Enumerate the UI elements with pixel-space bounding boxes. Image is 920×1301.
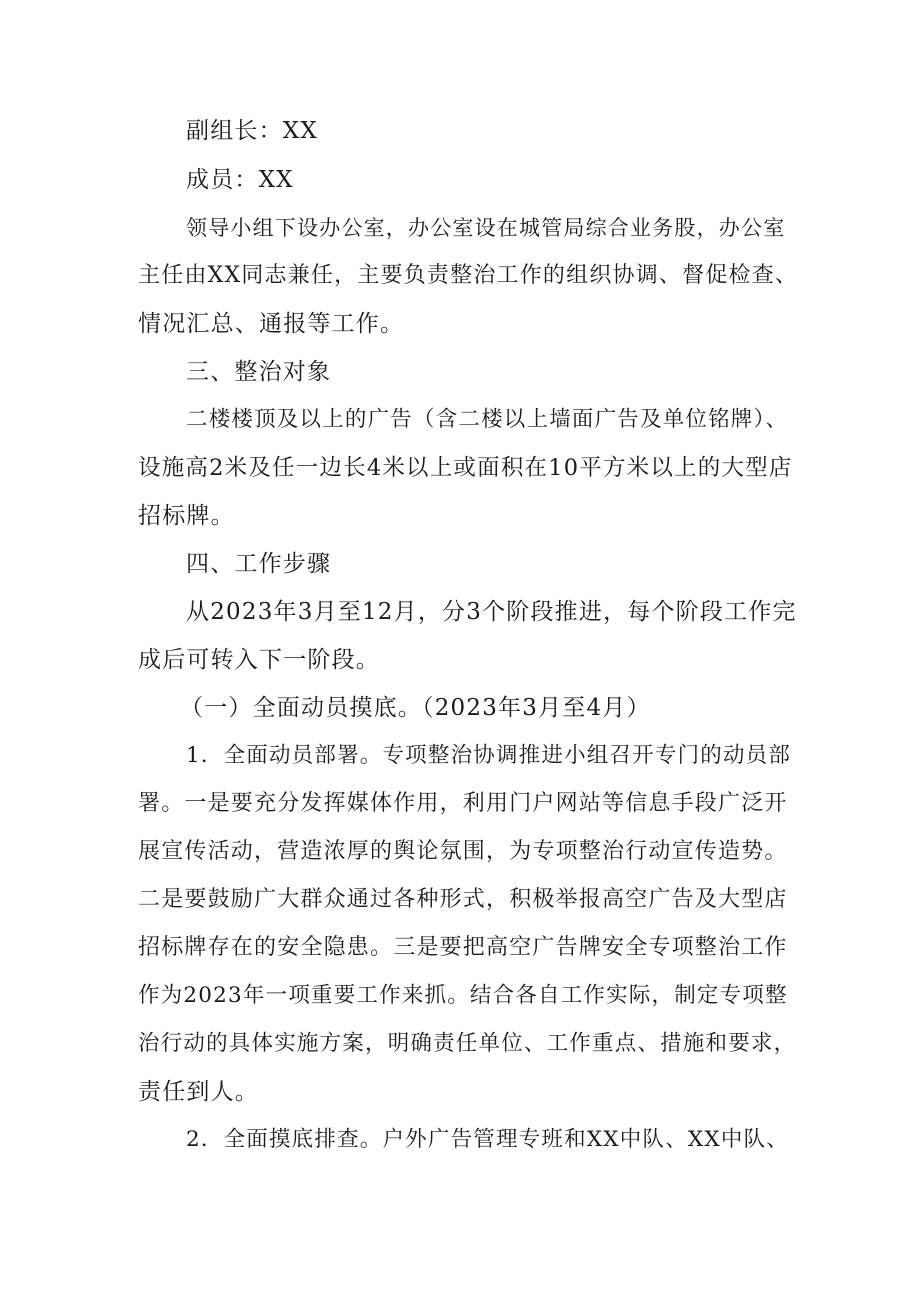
paragraph-line: 从2023年3月至12月，分3个阶段推进，每个阶段工作完 [186,599,797,625]
paragraph-line: 招标牌存在的安全隐患。三是要把高空广告牌安全专项整治工作 [138,935,788,960]
section-heading-4: 四、工作步骤 [186,551,332,577]
paragraph-line: 情况汇总、通报等工作。 [138,311,405,337]
paragraph-line: 设施高2米及任一边长4米以上或面积在10平方米以上的大型店 [138,455,793,481]
paragraph-line: 招标牌。 [138,503,235,529]
paragraph-line: 署。一是要充分发挥媒体作用，利用门户网站等信息手段广泛开 [138,791,788,816]
paragraph-line: 展宣传活动，营造浓厚的舆论氛围，为专项整治行动宣传造势。 [138,839,788,864]
paragraph-line: 责任到人。 [138,1079,259,1105]
paragraph-line: 成后可转入下一阶段。 [138,647,380,673]
paragraph-line: 治行动的具体实施方案，明确责任单位、工作重点、措施和要求， [138,1031,797,1056]
members-line: 成员：XX [186,167,294,193]
deputy-leader-line: 副组长：XX [186,118,318,144]
paragraph-line: 领导小组下设办公室，办公室设在城管局综合业务股，办公室 [186,216,786,240]
subsection-heading-1: （一）全面动员摸底。（2023年3月至4月） [180,695,651,721]
section-heading-3: 三、整治对象 [186,359,332,385]
paragraph-line: 二楼楼顶及以上的广告（含二楼以上墙面广告及单位铭牌）、 [186,407,789,432]
paragraph-line: 主任由XX同志兼任，主要负责整治工作的组织协调、督促检查、 [138,263,799,288]
paragraph-line: 1．全面动员部署。专项整治协调推进小组召开专门的动员部 [186,743,792,768]
paragraph-line: 二是要鼓励广大群众通过各种形式，积极举报高空广告及大型店 [138,887,788,912]
paragraph-line: 2．全面摸底排查。户外广告管理专班和XX中队、XX中队、 [186,1127,790,1152]
paragraph-line: 作为2023年一项重要工作来抓。结合各自工作实际，制定专项整 [138,983,788,1008]
